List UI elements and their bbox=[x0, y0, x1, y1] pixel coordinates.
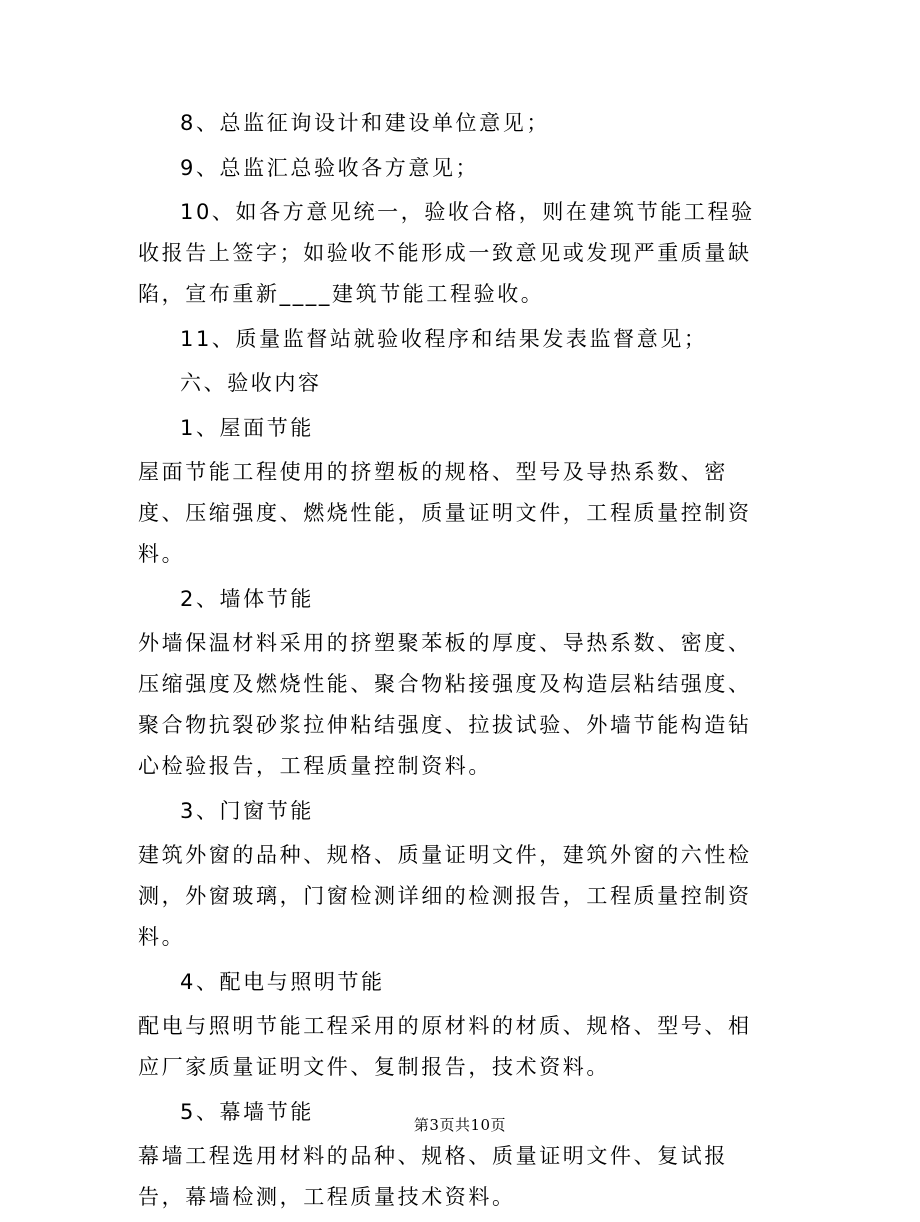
subheading-curtain-wall-energy-saving: 5、幕墙节能 bbox=[180, 1099, 314, 1124]
paragraph-item-10: 10、如各方意见统一，验收合格，则在建筑节能工程验收报告上签字；如验收不能形成一致意见或发现严重质量缺陷，宣布重新____建筑节能工程验收。 bbox=[138, 200, 755, 306]
paragraph-item-8: 8、总监征询设计和建设单位意见； bbox=[180, 111, 550, 135]
body-roof-energy-saving: 屋面节能工程使用的挤塑板的规格、型号及导热系数、密度、压缩强度、燃烧性能，质量证明文件，工程质量控制资料。 bbox=[138, 460, 752, 566]
body-door-window-energy-saving: 建筑外窗的品种、规格、质量证明文件，建筑外窗的六性检测，外窗玻璃，门窗检测详细的检测报告，工程质量控制资料。 bbox=[138, 843, 752, 949]
page-number-footer: 第3页共10页 bbox=[413, 1116, 507, 1134]
paragraph-item-11: 11、质量监督站就验收程序和结果发表监督意见； bbox=[180, 326, 708, 351]
body-wall-energy-saving: 外墙保温材料采用的挤塑聚苯板的厚度、导热系数、密度、压缩强度及燃烧性能、聚合物粘接强度及构造层粘结强度、聚合物抗裂砂浆拉伸粘结强度、拉拔试验、外墙节能构造钻心检验报告，工程质量控制资料。 bbox=[138, 631, 752, 778]
body-power-lighting-energy-saving: 配电与照明节能工程采用的原材料的材质、规格、型号、相应厂家质量证明文件、复制报告，技术资料。 bbox=[138, 1014, 752, 1079]
subheading-roof-energy-saving: 1、屋面节能 bbox=[180, 415, 314, 440]
body-curtain-wall-energy-saving: 幕墙工程选用材料的品种、规格、质量证明文件、复试报告，幕墙检测，工程质量技术资料。 bbox=[138, 1144, 728, 1209]
paragraph-item-9: 9、总监汇总验收各方意见； bbox=[180, 155, 480, 180]
subheading-power-lighting-energy-saving: 4、配电与照明节能 bbox=[180, 969, 385, 994]
subheading-wall-energy-saving: 2、墙体节能 bbox=[180, 586, 314, 611]
document-body bbox=[138, 103, 770, 1222]
section-heading-acceptance-content: 六、验收内容 bbox=[180, 371, 322, 395]
subheading-door-window-energy-saving: 3、门窗节能 bbox=[180, 798, 314, 823]
